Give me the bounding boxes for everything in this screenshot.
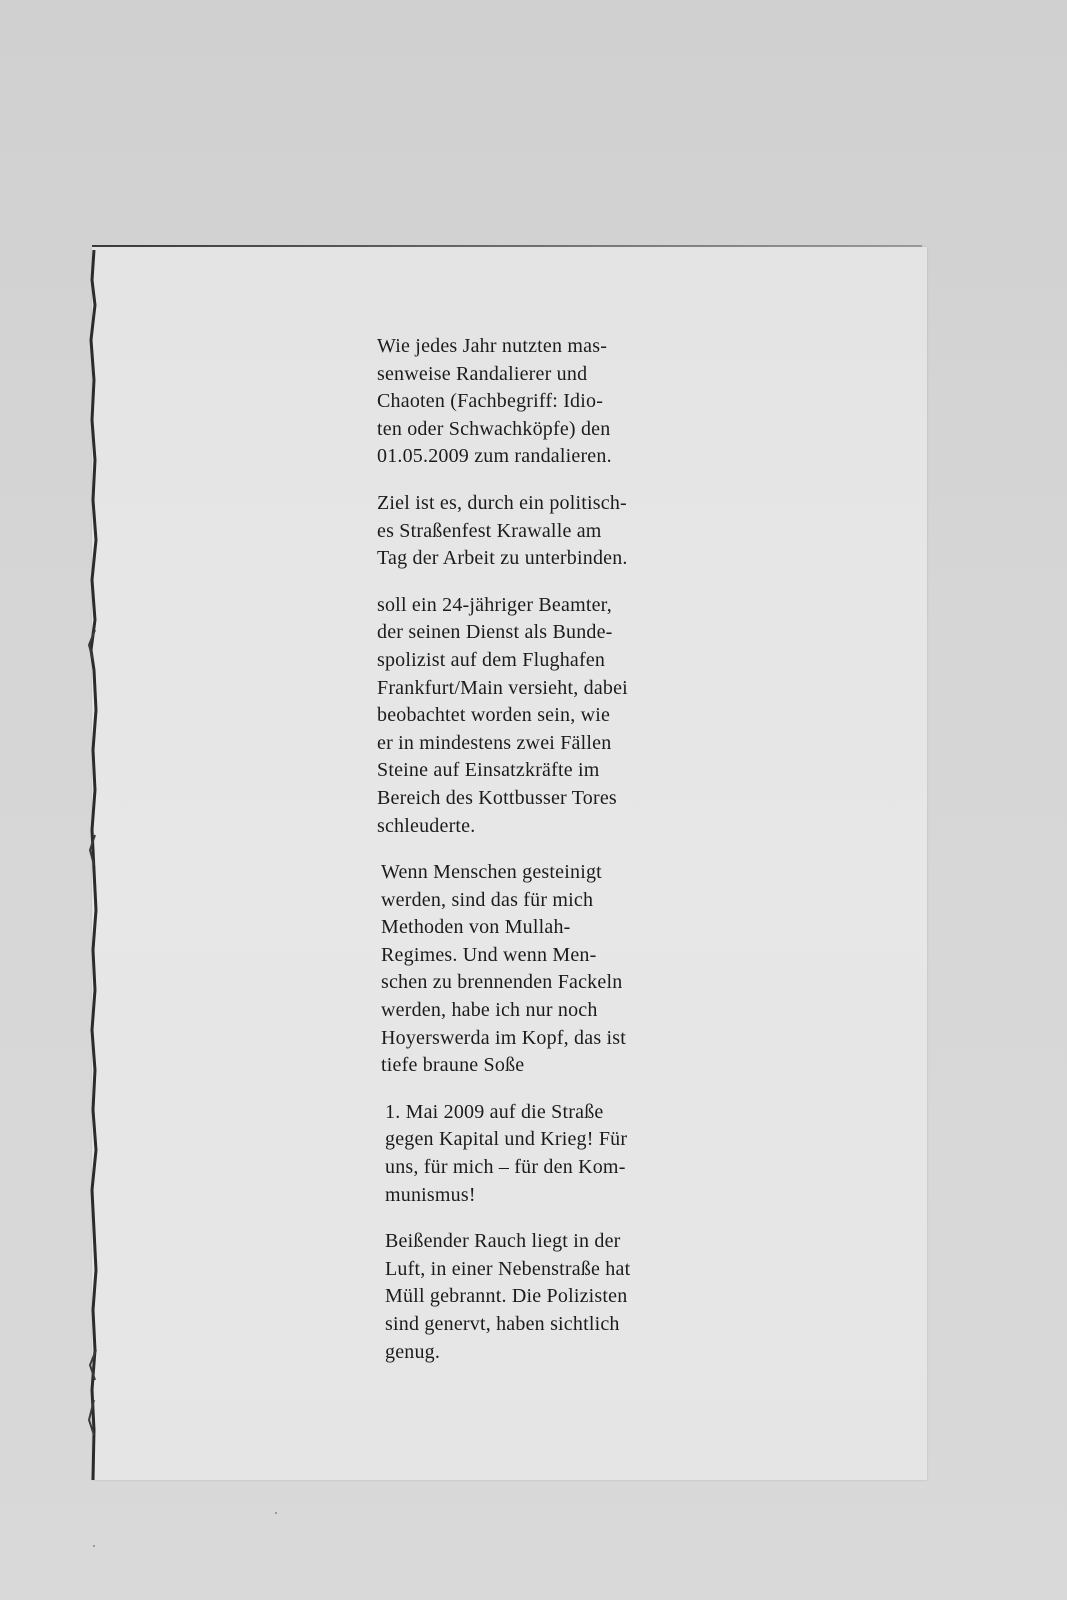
article-text — [377, 333, 677, 1385]
paragraph-2: Ziel ist es, durch ein politisch- es Straßenfest Krawalle am Tag der Arbeit zu unterbinden. — [377, 491, 628, 570]
paragraph-4: Wenn Menschen gesteinigt werden, sind das für mich Methoden von Mullah- Regimes. Und wenn Men- schen zu brennenden Fackeln werden, habe ich nur noch Hoyerswerda im Kopf, das ist tiefe braune Soße — [381, 861, 626, 1077]
dust-speck — [275, 1512, 277, 1514]
torn-left-edge — [86, 250, 100, 1480]
paper-top-edge — [92, 245, 922, 247]
paragraph-6: Beißender Rauch liegt in der Luft, in einer Nebenstraße hat Müll gebrannt. Die Polizisten sind genervt, haben sichtlich genug. — [385, 1230, 631, 1363]
paragraph-5: 1. Mai 2009 auf die Straße gegen Kapital und Krieg! Für uns, für mich – für den Kom- munismus! — [385, 1100, 628, 1206]
dust-speck — [93, 1545, 95, 1547]
paragraph-3: soll ein 24-jähriger Beamter, der seinen Dienst als Bunde- spolizist auf dem Flughafen Frankfurt/Main versieht, dabei beobachtet worden sein, wie er in mindestens zwei Fällen Steine auf Einsatzkräfte im Bereich des Kottbusser Tores schleuderte. — [377, 593, 628, 837]
paragraph-1: Wie jedes Jahr nutzten mas- senweise Randalierer und Chaoten (Fachbegriff: Idio- ten oder Schwachköpfe) den 01.05.2009 zum randalieren. — [377, 335, 612, 468]
